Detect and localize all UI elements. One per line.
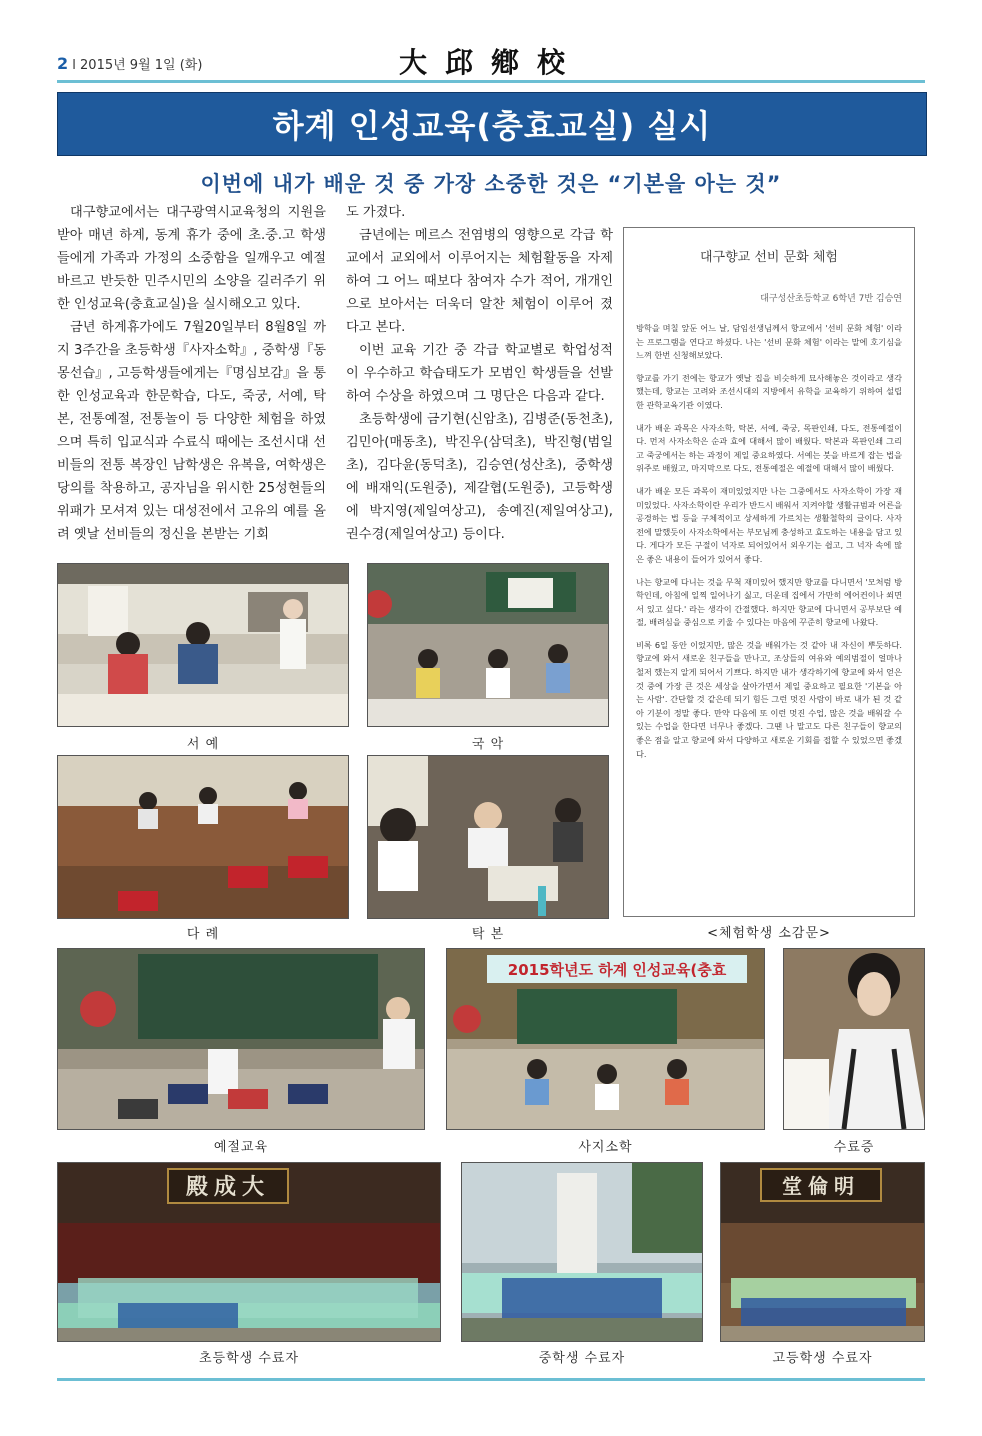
- caption-sajasohak-class: 사지소학: [578, 1140, 633, 1155]
- caption-rubbing: 탁 본: [471, 927, 505, 942]
- caption-elementary-graduates: 초등학생 수료자: [198, 1351, 300, 1366]
- caption-etiquette-education: 예절교육: [213, 1140, 269, 1155]
- article-paragraph: 도 가졌다.: [346, 205, 406, 220]
- article-paragraph: 대구향교에서는 대구광역시교육청의 지원을 받아 매년 하계, 동계 휴가 중에 초.중.고 학생들에게 가족과 가정의 소중함을 일깨우고 예절바르고 반듯한 민주시민의 소양을 길러주기 위한 인성교육(충효교실)을 실시해오고 있다.: [57, 205, 326, 312]
- article-paragraph: 이번 교육 기간 중 각급 학교별로 학업성적이 우수하고 학습태도가 모범인 학생들을 선발하여 수상을 하였으며 그 명단은 다음과 같다.: [346, 343, 613, 404]
- page-number: 2: [57, 54, 69, 73]
- article-paragraph: 금년 하계휴가에도 7월20일부터 8월8일 까지 3주간을 초등학생『사자소학』, 중학생『동몽선습』, 고등학생들에게는『명심보감』을 통한 인성교육과 한문학습, 다도, 죽궁, 서예, 탁본, 전통예절, 전통놀이 등 다양한 체험을 하였으며 특히 입교식과 수료식 때에는 조선시대 선비들의 전통 복장인 남학생은 유복을, 여학생은 당의를 착용하고, 공자님을 위시한 25성현들의 위패가 모셔져 있는 대성전에서 고유의 예를 올려 옛날 선비들의 정신을 본받는 기회: [57, 320, 326, 542]
- myeongnyundang-sign: 堂倫明: [782, 1174, 860, 1198]
- banner-text: 2015학년도 하계 인성교육(충효: [507, 961, 727, 979]
- essay-paragraph: 나는 향교에 다니는 것을 무척 재미있어 했지만 향교를 다니면서 '모처럼 방학인데, 아침에 일찍 일어나기 싫고, 더운데 집에서 가만히 에어컨이나 쐬면서 있고 싶다.' 라는 생각이 간절했다. 하지만 향교에 다니면서 공부보단 예절, 배려심을 중심으로 키울 수 있다는 마음에 꾸준히 향교에 나왔다.: [636, 576, 902, 628]
- photo-certificate: [783, 948, 925, 1130]
- photo-elementary-graduates: [57, 1162, 441, 1342]
- daeseongjeon-sign: 殿成大: [185, 1174, 271, 1200]
- newspaper-title: 大邱鄕校: [398, 46, 583, 79]
- article-subtitle: 이번에 내가 배운 것 중 가장 소중한 것은 “기본을 아는 것”: [200, 172, 782, 196]
- essay-paragraph: 방학을 며칠 앞둔 어느 날, 담임선생님께서 향교에서 '선비 문화 체험' 이라는 프로그램을 연다고 하셨다. 나는 '선비 문화 체험' 이라는 말에 호기심을 느껴 한번 신청해보았다.: [636, 323, 902, 361]
- photo-rubbing: [367, 755, 609, 919]
- footer-rule: [57, 1378, 925, 1381]
- article-banner-title: 하계 인성교육(충효교실) 실시: [57, 92, 927, 156]
- issue-date: l 2015년 9월 1일 (화): [72, 58, 203, 73]
- essay-caption: <체험학생 소감문>: [707, 926, 831, 941]
- caption-korean-music: 국 악: [471, 737, 505, 752]
- article-column-2: [346, 201, 613, 546]
- essay-paragraph: 내가 배운 과목은 사자소학, 탁본, 서예, 죽궁, 목판인쇄, 다도, 전통예절이다. 먼저 사자소학은 순과 효에 대해서 많이 배웠다. 탁본과 목판인쇄 그리고 죽궁에서는 하는 과정이 제일 중요하였다. 서예는 붓을 바르게 잡는 법을 위주로 배웠고, 마지막으로 다도, 전통예절은 예절에 대해서 많이 배웠다.: [636, 422, 902, 474]
- caption-calligraphy: 서 예: [186, 737, 220, 752]
- article-column-1: [57, 201, 326, 546]
- photo-korean-music: [367, 563, 609, 727]
- photo-middle-graduates: [461, 1162, 703, 1342]
- photo-tea-ceremony: [57, 755, 349, 919]
- student-essay-box: [623, 227, 915, 917]
- essay-author: 대구성산초등학교 6학년 7반 김승연: [760, 294, 902, 304]
- caption-certificate: 수료증: [833, 1140, 875, 1155]
- photo-high-graduates: [720, 1162, 925, 1342]
- caption-high-graduates: 고등학생 수료자: [772, 1351, 873, 1366]
- photo-calligraphy: [57, 563, 349, 727]
- essay-title: 대구향교 선비 문화 체험: [700, 250, 838, 265]
- caption-middle-graduates: 중학생 수료자: [538, 1351, 626, 1366]
- essay-paragraph: 내가 배운 모든 과목이 재미있었지만 나는 그중에서도 사자소학이 가장 재미있었다. 사자소학이란 우리가 반드시 배워서 지켜야할 생활규범과 어른을 공경하는 법 등을 구체적이고 상세하게 가르치는 생활철학의 글이다. 사자 전에 말했듯이 사자소학에서는 부모님께 충성하고 효도하는 내용을 담고 있다. 게다가 모든 구절이 넉자로 되어있어서 외우기는 쉽고, 그 넉자 속에 많은 좋은 내용이 들어가 있어서 좋다.: [636, 485, 903, 564]
- article-paragraph: 금년에는 메르스 전염병의 영향으로 각급 학교에서 교외에서 이루어지는 체험활동을 자제하여 그 어느 때보다 참여자 수가 적어, 개개인으로 보아서는 더욱더 알찬 체험이 이루어 졌다고 본다.: [346, 228, 613, 335]
- essay-paragraph: 비록 6일 동안 이었지만, 많은 것을 배워가는 것 같아 내 자신이 뿌듯하다. 향교에 와서 새로운 친구들을 만나고, 조상들의 여유와 예의범절이 얼마나 철저 했는지 알게 되어서 기쁘다. 하지만 내가 생각하기에 향교에 와서 얻은 것 중에 가장 큰 것은 세상을 살아가면서 제일 중요하고 필요한 '기본을 아는 사람'. 간단할 것 같은데 되기 힘든 그런 멋진 사람이 바로 내가 된 것 같아 기분이 정말 좋다. 만약 다음에 또 이런 멋진 수업, 많은 것을 배워갈 수 있는 수업을 한다면 너무나 좋겠다. 그땐 나 말고도 다른 친구들이 향교의 좋은 점을 알고 향교에 와서 다양하고 새로운 기회를 접할 수 있었으면 좋겠다.: [636, 639, 902, 759]
- essay-paragraph: 향교를 가기 전에는 향교가 옛날 집을 비슷하게 묘사해놓은 것이라고 생각했는데, 향교는 고려와 조선시대의 지방에서 유학을 교육하기 위하여 설립한 관학교육기관 이였다.: [636, 372, 902, 410]
- photo-etiquette-education: [57, 948, 425, 1130]
- photo-sajasohak-class: [446, 948, 765, 1130]
- header-rule: [57, 80, 925, 83]
- article-paragraph: 초등학생에 금기현(신암초), 김병준(동천초), 김민아(매동초), 박진우(삼덕초), 박진형(범일초), 김다윤(동덕초), 김승연(성산초), 중학생에 배재익(도원중), 제갈협(도원중), 고등학생에 박지영(제일여상고), 송예진(제일여상고), 권수경(제일여상고) 등이다.: [346, 412, 613, 542]
- caption-tea-ceremony: 다 례: [186, 927, 220, 942]
